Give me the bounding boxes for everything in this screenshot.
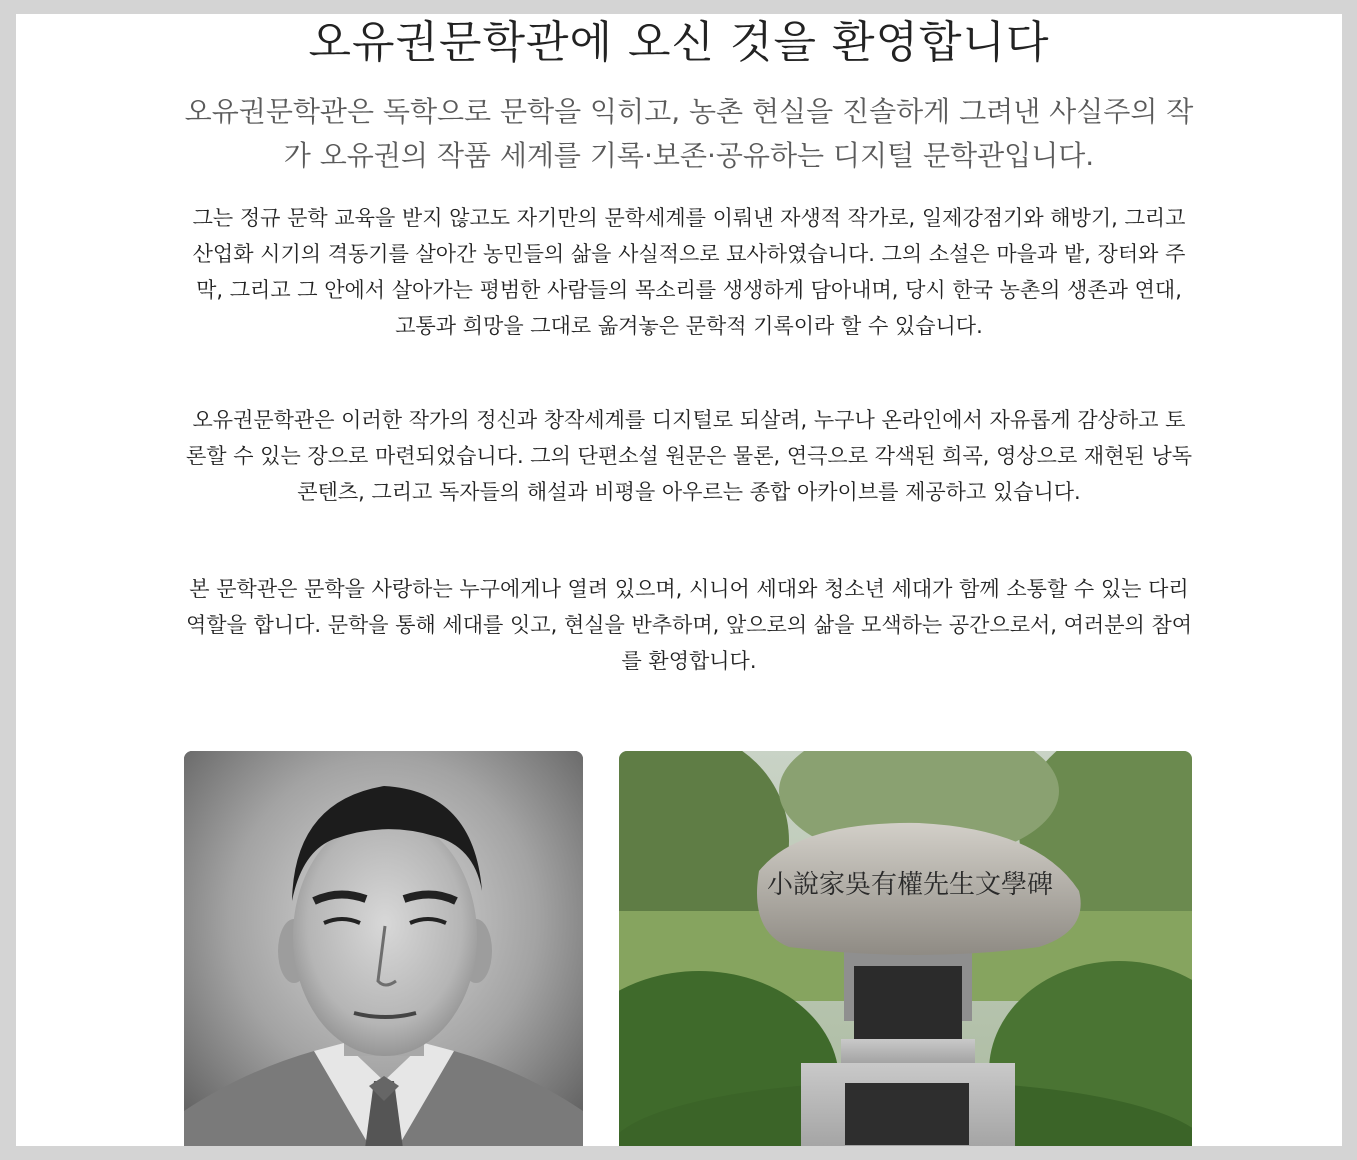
monument-inscription: 小說家吳有權先生文學碑	[767, 870, 1054, 900]
page-content	[16, 14, 1342, 1146]
author-portrait-image	[184, 751, 583, 1146]
intro-paragraph-1: 그는 정규 문학 교육을 받지 않고도 자기만의 문학세계를 이뤄낸 자생적 작가로, 일제강점기와 해방기, 그리고 산업화 시기의 격동기를 살아간 농민들의 삶을 사실적으로 묘사하였습니다. 그의 소설은 마을과 밭, 장터와 주막, 그리고 그 안에서 살아가는 평범한 사람들의 목소리를 생생하게 담아내며, 당시 한국 농촌의 생존과 연대, 고통과 희망을 그대로 옮겨놓은 문학적 기록이라 할 수 있습니다.	[192, 206, 1186, 338]
intro-lead: 오유권문학관은 독학으로 문학을 익히고, 농촌 현실을 진솔하게 그려낸 사실주의 작가 오유권의 작품 세계를 기록·보존·공유하는 디지털 문학관입니다.	[184, 95, 1194, 172]
intro-paragraph-3: 본 문학관은 문학을 사랑하는 누구에게나 열려 있으며, 시니어 세대와 청소년 세대가 함께 소통할 수 있는 다리 역할을 합니다. 문학을 통해 세대를 잇고, 현실을 반추하며, 앞으로의 삶을 모색하는 공간으로서, 여러분의 참여를 환영합니다.	[185, 577, 1193, 673]
author-portrait-photo	[184, 751, 583, 1146]
literary-monument-image	[619, 751, 1192, 1146]
intro-paragraph-2: 오유권문학관은 이러한 작가의 정신과 창작세계를 디지털로 되살려, 누구나 온라인에서 자유롭게 감상하고 토론할 수 있는 장으로 마련되었습니다. 그의 단편소설 원문은 물론, 연극으로 각색된 희곡, 영상으로 재현된 낭독 콘텐츠, 그리고 독자들의 해설과 비평을 아우르는 종합 아카이브를 제공하고 있습니다.	[185, 408, 1193, 504]
page-title: 오유권문학관에 오신 것을 환영합니다	[308, 17, 1050, 68]
bottom-scrollbar-track[interactable]	[0, 1146, 1357, 1160]
literary-monument-photo	[619, 751, 1192, 1146]
